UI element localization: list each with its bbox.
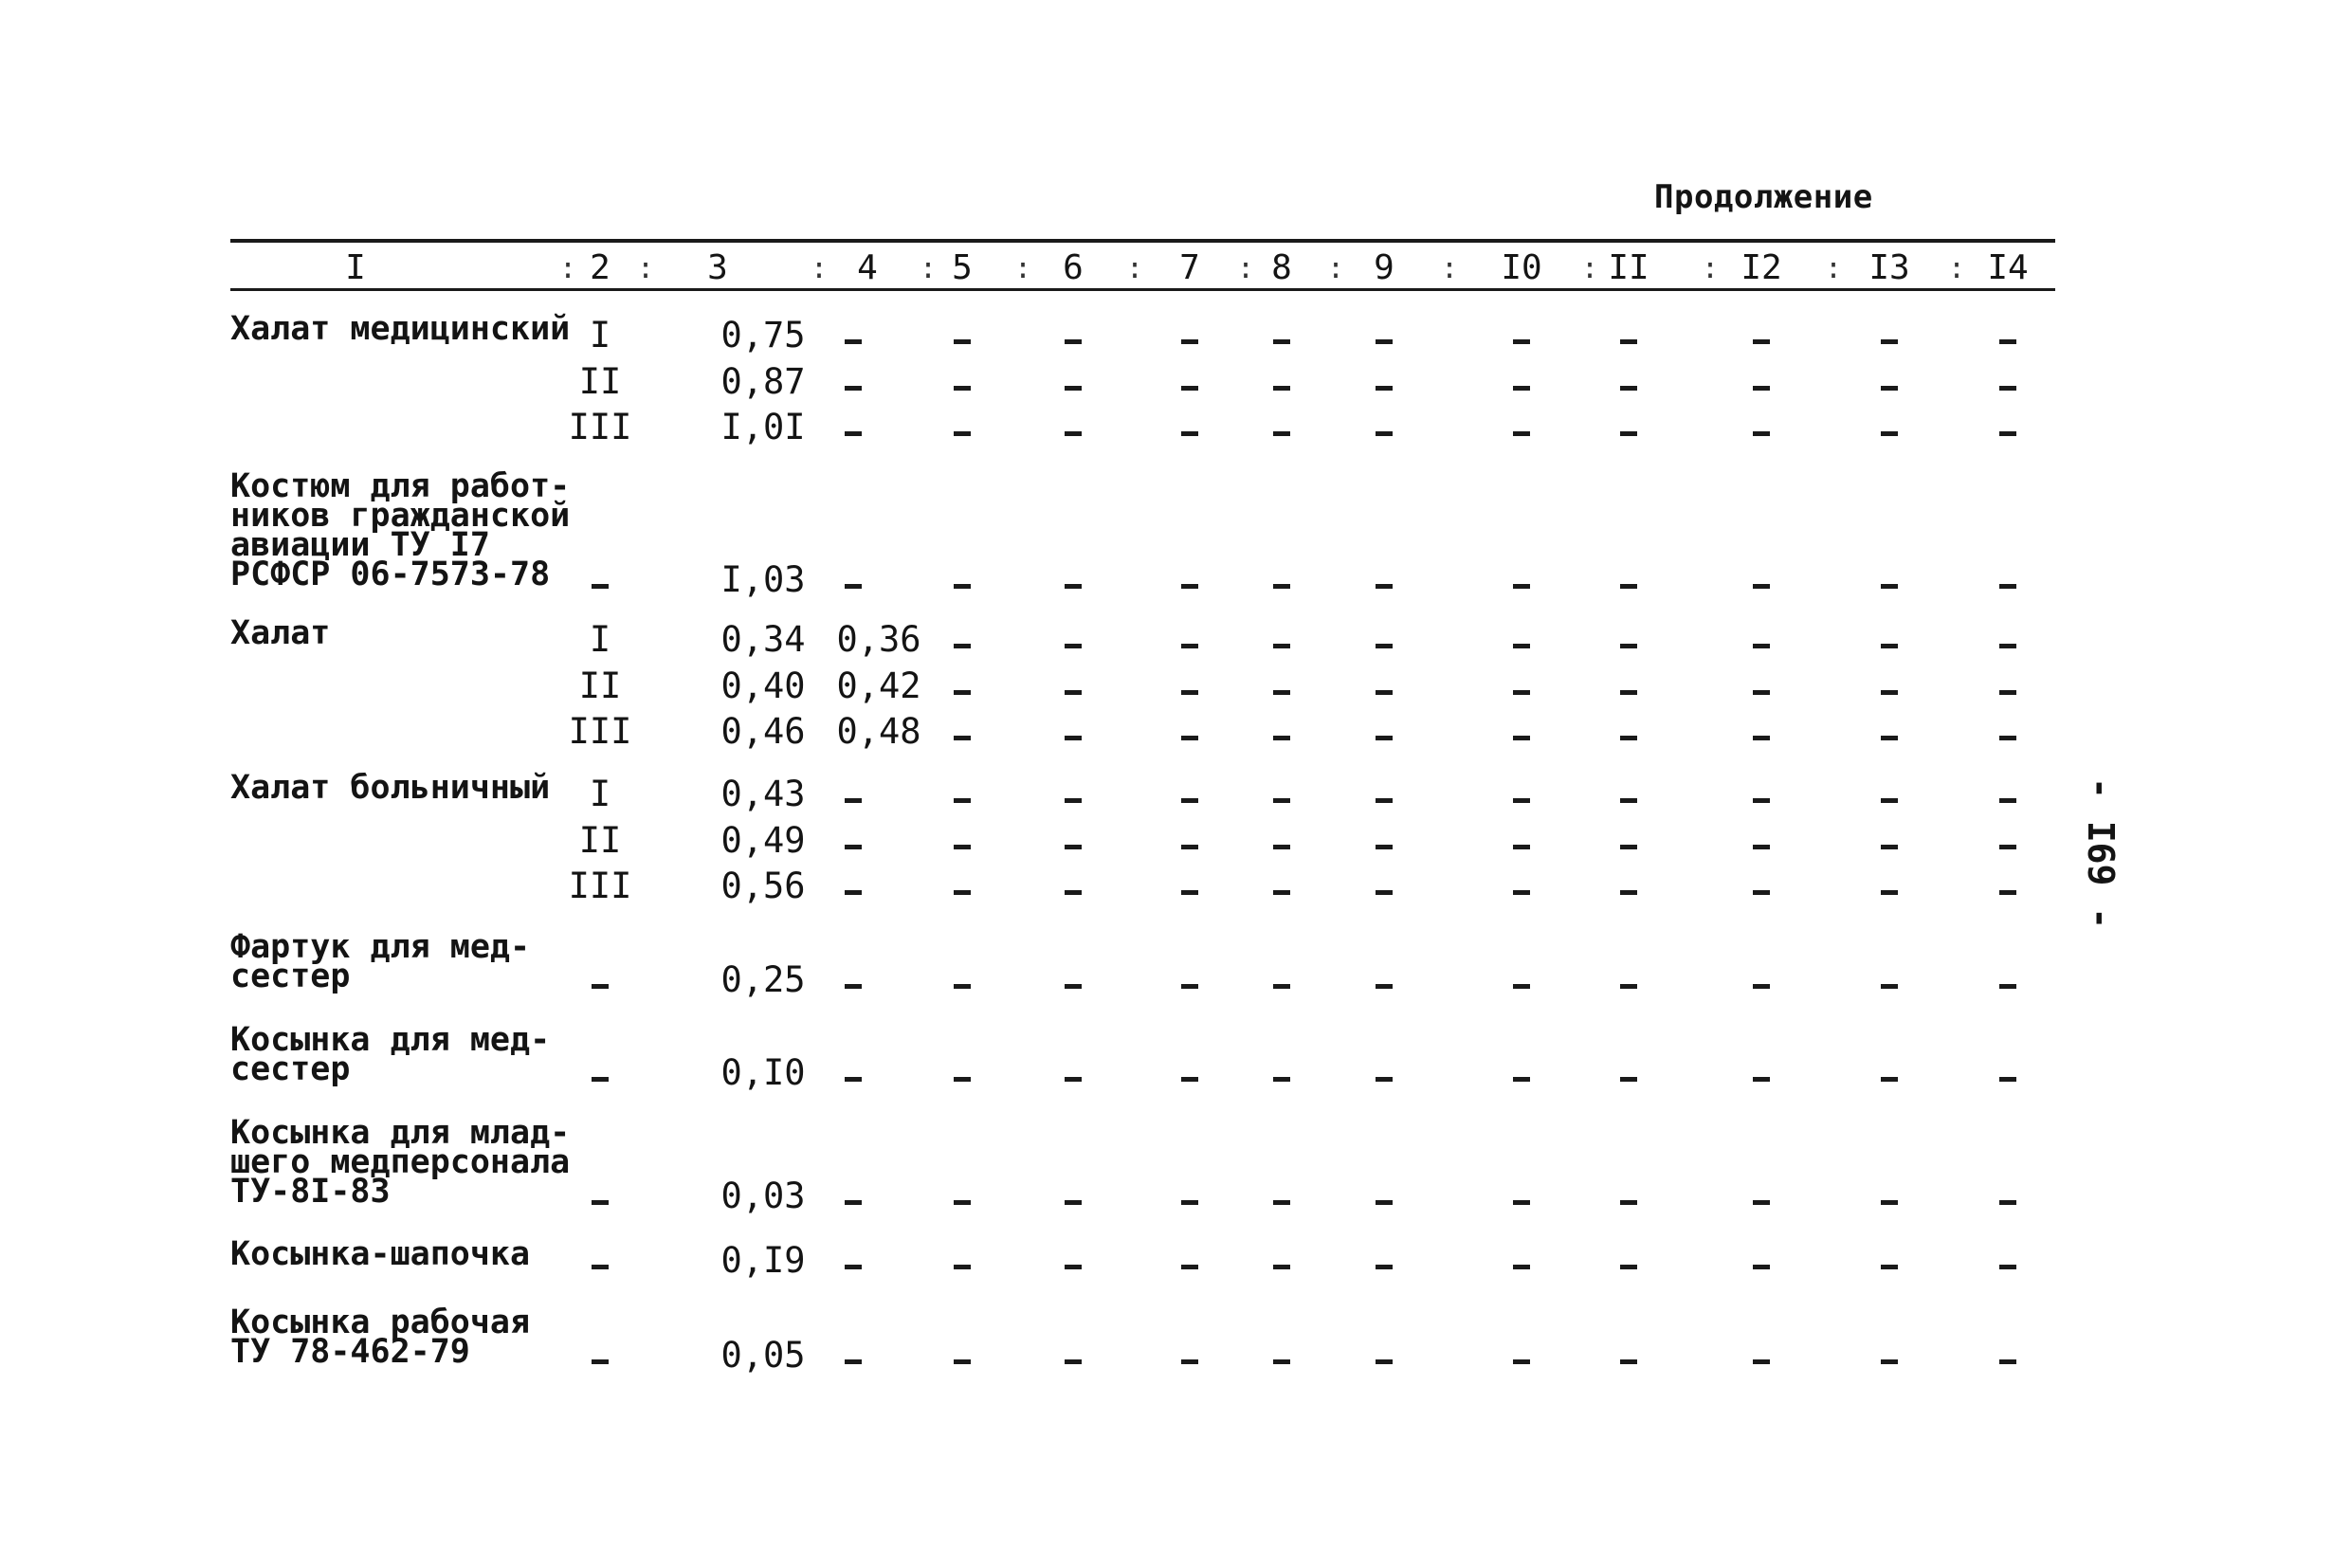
value-col-3: I,0I bbox=[720, 407, 806, 447]
empty-dash bbox=[1181, 644, 1198, 648]
empty-dash bbox=[592, 584, 609, 589]
column-header-10: I0 bbox=[1501, 248, 1542, 287]
empty-dash bbox=[1753, 798, 1770, 803]
empty-dash bbox=[954, 1200, 971, 1205]
column-separator: : bbox=[1327, 252, 1345, 285]
value-col-3: 0,87 bbox=[720, 361, 806, 402]
column-header-8: 8 bbox=[1271, 248, 1292, 287]
empty-dash bbox=[1513, 386, 1530, 391]
empty-dash bbox=[1376, 984, 1393, 989]
empty-dash bbox=[1999, 890, 2016, 895]
grade-cell: I bbox=[589, 774, 611, 814]
empty-dash bbox=[1065, 584, 1082, 589]
empty-dash bbox=[1999, 1265, 2016, 1269]
grade-cell: III bbox=[568, 866, 632, 906]
empty-dash bbox=[592, 984, 609, 989]
column-header-4: 4 bbox=[857, 248, 878, 287]
empty-dash bbox=[1881, 736, 1898, 740]
empty-dash bbox=[1620, 798, 1637, 803]
value-col-3: 0,40 bbox=[720, 665, 806, 706]
empty-dash bbox=[1513, 798, 1530, 803]
empty-dash bbox=[1881, 690, 1898, 695]
value-col-4: 0,36 bbox=[836, 619, 921, 660]
empty-dash bbox=[1620, 1200, 1637, 1205]
empty-dash bbox=[954, 1265, 971, 1269]
table-row bbox=[0, 310, 2351, 356]
value-col-3: 0,05 bbox=[720, 1335, 806, 1376]
empty-dash bbox=[1065, 386, 1082, 391]
column-header-11: II bbox=[1608, 248, 1649, 287]
value-col-3: 0,43 bbox=[720, 774, 806, 814]
empty-dash bbox=[1273, 1077, 1290, 1082]
table-row bbox=[0, 1052, 2351, 1094]
empty-dash bbox=[1065, 690, 1082, 695]
grade-cell: I bbox=[589, 619, 611, 660]
empty-dash bbox=[1881, 1200, 1898, 1205]
empty-dash bbox=[1065, 431, 1082, 436]
empty-dash bbox=[1273, 386, 1290, 391]
empty-dash bbox=[1513, 339, 1530, 344]
empty-dash bbox=[1181, 1200, 1198, 1205]
column-separator: : bbox=[1825, 252, 1843, 285]
value-col-3: 0,46 bbox=[720, 711, 806, 752]
empty-dash bbox=[845, 431, 862, 436]
empty-dash bbox=[1999, 1359, 2016, 1364]
empty-dash bbox=[1999, 736, 2016, 740]
empty-dash bbox=[845, 1359, 862, 1364]
empty-dash bbox=[1620, 339, 1637, 344]
table-row bbox=[0, 407, 2351, 448]
table-row bbox=[0, 1235, 2351, 1282]
empty-dash bbox=[1999, 1200, 2016, 1205]
empty-dash bbox=[1881, 386, 1898, 391]
empty-dash bbox=[1753, 890, 1770, 895]
empty-dash bbox=[845, 584, 862, 589]
empty-dash bbox=[1513, 890, 1530, 895]
empty-dash bbox=[1513, 845, 1530, 849]
empty-dash bbox=[1999, 431, 2016, 436]
empty-dash bbox=[1620, 690, 1637, 695]
table-row bbox=[0, 665, 2351, 707]
empty-dash bbox=[1999, 339, 2016, 344]
empty-dash bbox=[1999, 984, 2016, 989]
empty-dash bbox=[1753, 644, 1770, 648]
continuation-label: Продолжение bbox=[1654, 178, 1873, 216]
item-name: Косынка для мед- сестер bbox=[230, 1021, 551, 1088]
column-header-7: 7 bbox=[1179, 248, 1200, 287]
table-row bbox=[0, 361, 2351, 403]
empty-dash bbox=[1999, 845, 2016, 849]
empty-dash bbox=[1881, 984, 1898, 989]
empty-dash bbox=[1513, 1359, 1530, 1364]
grade-cell: II bbox=[578, 665, 622, 706]
empty-dash bbox=[1376, 1200, 1393, 1205]
page-number: - I69 - bbox=[2080, 777, 2122, 930]
empty-dash bbox=[845, 1077, 862, 1082]
empty-dash bbox=[954, 431, 971, 436]
empty-dash bbox=[1181, 584, 1198, 589]
grade-cell: I bbox=[589, 315, 611, 356]
empty-dash bbox=[1881, 339, 1898, 344]
empty-dash bbox=[954, 1077, 971, 1082]
empty-dash bbox=[1065, 845, 1082, 849]
empty-dash bbox=[1376, 798, 1393, 803]
table-row bbox=[0, 559, 2351, 601]
empty-dash bbox=[845, 386, 862, 391]
empty-dash bbox=[1273, 984, 1290, 989]
item-name: Халат bbox=[230, 614, 331, 652]
empty-dash bbox=[1620, 1359, 1637, 1364]
column-header-1: I bbox=[345, 248, 366, 287]
empty-dash bbox=[1620, 736, 1637, 740]
empty-dash bbox=[1376, 386, 1393, 391]
empty-dash bbox=[1753, 1077, 1770, 1082]
empty-dash bbox=[1273, 1359, 1290, 1364]
value-col-3: 0,03 bbox=[720, 1176, 806, 1216]
empty-dash bbox=[1881, 845, 1898, 849]
grade-cell: II bbox=[578, 361, 622, 402]
column-header-12: I2 bbox=[1740, 248, 1782, 287]
column-separator: : bbox=[811, 252, 829, 285]
empty-dash bbox=[1065, 1359, 1082, 1364]
empty-dash bbox=[1273, 339, 1290, 344]
column-header-9: 9 bbox=[1374, 248, 1394, 287]
empty-dash bbox=[1881, 1265, 1898, 1269]
value-col-3: 0,56 bbox=[720, 866, 806, 906]
empty-dash bbox=[1999, 644, 2016, 648]
empty-dash bbox=[1513, 584, 1530, 589]
empty-dash bbox=[845, 845, 862, 849]
column-header-14: I4 bbox=[1987, 248, 2029, 287]
column-header-6: 6 bbox=[1063, 248, 1084, 287]
empty-dash bbox=[1273, 584, 1290, 589]
table-row bbox=[0, 769, 2351, 815]
empty-dash bbox=[954, 798, 971, 803]
value-col-4: 0,42 bbox=[836, 665, 921, 706]
empty-dash bbox=[1181, 1077, 1198, 1082]
item-name: Халат медицинский bbox=[230, 310, 571, 348]
table-row bbox=[0, 711, 2351, 753]
grade-cell: III bbox=[568, 407, 632, 447]
empty-dash bbox=[1376, 1077, 1393, 1082]
table-row bbox=[0, 866, 2351, 907]
empty-dash bbox=[1065, 339, 1082, 344]
empty-dash bbox=[1620, 644, 1637, 648]
empty-dash bbox=[1881, 890, 1898, 895]
empty-dash bbox=[1753, 386, 1770, 391]
empty-dash bbox=[954, 644, 971, 648]
empty-dash bbox=[1881, 1077, 1898, 1082]
empty-dash bbox=[1513, 644, 1530, 648]
empty-dash bbox=[1065, 798, 1082, 803]
value-col-3: 0,25 bbox=[720, 959, 806, 1000]
empty-dash bbox=[1620, 890, 1637, 895]
empty-dash bbox=[1753, 1200, 1770, 1205]
empty-dash bbox=[1181, 431, 1198, 436]
empty-dash bbox=[1881, 584, 1898, 589]
column-separator: : bbox=[1702, 252, 1720, 285]
empty-dash bbox=[1273, 890, 1290, 895]
empty-dash bbox=[1513, 984, 1530, 989]
empty-dash bbox=[1376, 339, 1393, 344]
column-separator: : bbox=[1581, 252, 1599, 285]
empty-dash bbox=[1513, 1265, 1530, 1269]
empty-dash bbox=[592, 1359, 609, 1364]
empty-dash bbox=[1881, 644, 1898, 648]
column-header-2: 2 bbox=[590, 248, 611, 287]
empty-dash bbox=[1513, 431, 1530, 436]
item-name: Косынка для млад- шего медперсонала ТУ-8I-83 bbox=[230, 1114, 571, 1211]
empty-dash bbox=[1376, 644, 1393, 648]
empty-dash bbox=[1999, 798, 2016, 803]
empty-dash bbox=[1181, 798, 1198, 803]
column-separator: : bbox=[559, 252, 577, 285]
column-separator: : bbox=[1948, 252, 1966, 285]
empty-dash bbox=[1513, 736, 1530, 740]
empty-dash bbox=[954, 890, 971, 895]
empty-dash bbox=[1376, 1265, 1393, 1269]
empty-dash bbox=[1065, 736, 1082, 740]
empty-dash bbox=[845, 339, 862, 344]
empty-dash bbox=[1181, 736, 1198, 740]
empty-dash bbox=[954, 736, 971, 740]
empty-dash bbox=[1273, 798, 1290, 803]
empty-dash bbox=[1376, 845, 1393, 849]
empty-dash bbox=[1620, 1077, 1637, 1082]
column-separator: : bbox=[1237, 252, 1255, 285]
empty-dash bbox=[1273, 1265, 1290, 1269]
empty-dash bbox=[1065, 1265, 1082, 1269]
empty-dash bbox=[1181, 1265, 1198, 1269]
empty-dash bbox=[954, 1359, 971, 1364]
empty-dash bbox=[1181, 690, 1198, 695]
empty-dash bbox=[1753, 845, 1770, 849]
empty-dash bbox=[1620, 584, 1637, 589]
empty-dash bbox=[954, 584, 971, 589]
column-header-5: 5 bbox=[952, 248, 973, 287]
empty-dash bbox=[1881, 798, 1898, 803]
empty-dash bbox=[592, 1265, 609, 1269]
column-header-13: I3 bbox=[1868, 248, 1910, 287]
value-col-3: 0,49 bbox=[720, 820, 806, 861]
column-separator: : bbox=[920, 252, 938, 285]
empty-dash bbox=[1273, 690, 1290, 695]
empty-dash bbox=[1273, 1200, 1290, 1205]
empty-dash bbox=[1376, 890, 1393, 895]
empty-dash bbox=[1376, 431, 1393, 436]
empty-dash bbox=[845, 1200, 862, 1205]
empty-dash bbox=[1620, 431, 1637, 436]
value-col-3: 0,I0 bbox=[720, 1052, 806, 1093]
empty-dash bbox=[592, 1077, 609, 1082]
empty-dash bbox=[1376, 736, 1393, 740]
column-separator: : bbox=[1126, 252, 1144, 285]
empty-dash bbox=[592, 1200, 609, 1205]
value-col-3: 0,75 bbox=[720, 315, 806, 356]
empty-dash bbox=[1620, 1265, 1637, 1269]
empty-dash bbox=[1620, 386, 1637, 391]
empty-dash bbox=[1753, 1265, 1770, 1269]
value-col-4: 0,48 bbox=[836, 711, 921, 752]
empty-dash bbox=[1513, 1200, 1530, 1205]
column-separator: : bbox=[637, 252, 655, 285]
empty-dash bbox=[1065, 644, 1082, 648]
empty-dash bbox=[1065, 1077, 1082, 1082]
empty-dash bbox=[1620, 845, 1637, 849]
empty-dash bbox=[1181, 339, 1198, 344]
value-col-3: 0,I9 bbox=[720, 1240, 806, 1281]
empty-dash bbox=[1753, 339, 1770, 344]
table-row bbox=[0, 959, 2351, 1001]
empty-dash bbox=[845, 984, 862, 989]
empty-dash bbox=[1753, 431, 1770, 436]
value-col-3: I,03 bbox=[720, 559, 806, 600]
empty-dash bbox=[1065, 890, 1082, 895]
table-row bbox=[0, 1335, 2351, 1377]
empty-dash bbox=[1376, 584, 1393, 589]
empty-dash bbox=[1620, 984, 1637, 989]
empty-dash bbox=[1065, 984, 1082, 989]
empty-dash bbox=[1513, 1077, 1530, 1082]
column-separator: : bbox=[1014, 252, 1032, 285]
empty-dash bbox=[1999, 584, 2016, 589]
empty-dash bbox=[845, 798, 862, 803]
empty-dash bbox=[1273, 644, 1290, 648]
empty-dash bbox=[1273, 736, 1290, 740]
item-name: Фартук для мед- сестер bbox=[230, 928, 531, 995]
empty-dash bbox=[954, 845, 971, 849]
empty-dash bbox=[1999, 1077, 2016, 1082]
table-row bbox=[0, 1176, 2351, 1217]
item-name: Халат больничный bbox=[230, 769, 551, 807]
empty-dash bbox=[1881, 1359, 1898, 1364]
empty-dash bbox=[1753, 736, 1770, 740]
table-row bbox=[0, 820, 2351, 862]
empty-dash bbox=[1753, 1359, 1770, 1364]
value-col-3: 0,34 bbox=[720, 619, 806, 660]
empty-dash bbox=[1753, 984, 1770, 989]
empty-dash bbox=[845, 890, 862, 895]
empty-dash bbox=[1273, 431, 1290, 436]
column-header-3: 3 bbox=[707, 248, 728, 287]
table-row bbox=[0, 614, 2351, 661]
empty-dash bbox=[1181, 386, 1198, 391]
grade-cell: II bbox=[578, 820, 622, 861]
empty-dash bbox=[1181, 845, 1198, 849]
item-name: Костюм для работ- ников гражданской авиации ТУ I7 РСФСР 06-7573-78 bbox=[230, 467, 571, 593]
empty-dash bbox=[1181, 1359, 1198, 1364]
empty-dash bbox=[954, 690, 971, 695]
empty-dash bbox=[845, 1265, 862, 1269]
empty-dash bbox=[1753, 690, 1770, 695]
empty-dash bbox=[1999, 690, 2016, 695]
empty-dash bbox=[1513, 690, 1530, 695]
empty-dash bbox=[1181, 984, 1198, 989]
empty-dash bbox=[1376, 1359, 1393, 1364]
column-separator: : bbox=[1441, 252, 1459, 285]
grade-cell: III bbox=[568, 711, 632, 752]
empty-dash bbox=[1273, 845, 1290, 849]
empty-dash bbox=[1753, 584, 1770, 589]
item-name: Косынка-шапочка bbox=[230, 1235, 531, 1273]
empty-dash bbox=[954, 984, 971, 989]
empty-dash bbox=[1881, 431, 1898, 436]
empty-dash bbox=[1065, 1200, 1082, 1205]
empty-dash bbox=[1999, 386, 2016, 391]
empty-dash bbox=[954, 386, 971, 391]
item-name: Косынка рабочая ТУ 78-462-79 bbox=[230, 1304, 531, 1371]
empty-dash bbox=[1181, 890, 1198, 895]
empty-dash bbox=[954, 339, 971, 344]
empty-dash bbox=[1376, 690, 1393, 695]
